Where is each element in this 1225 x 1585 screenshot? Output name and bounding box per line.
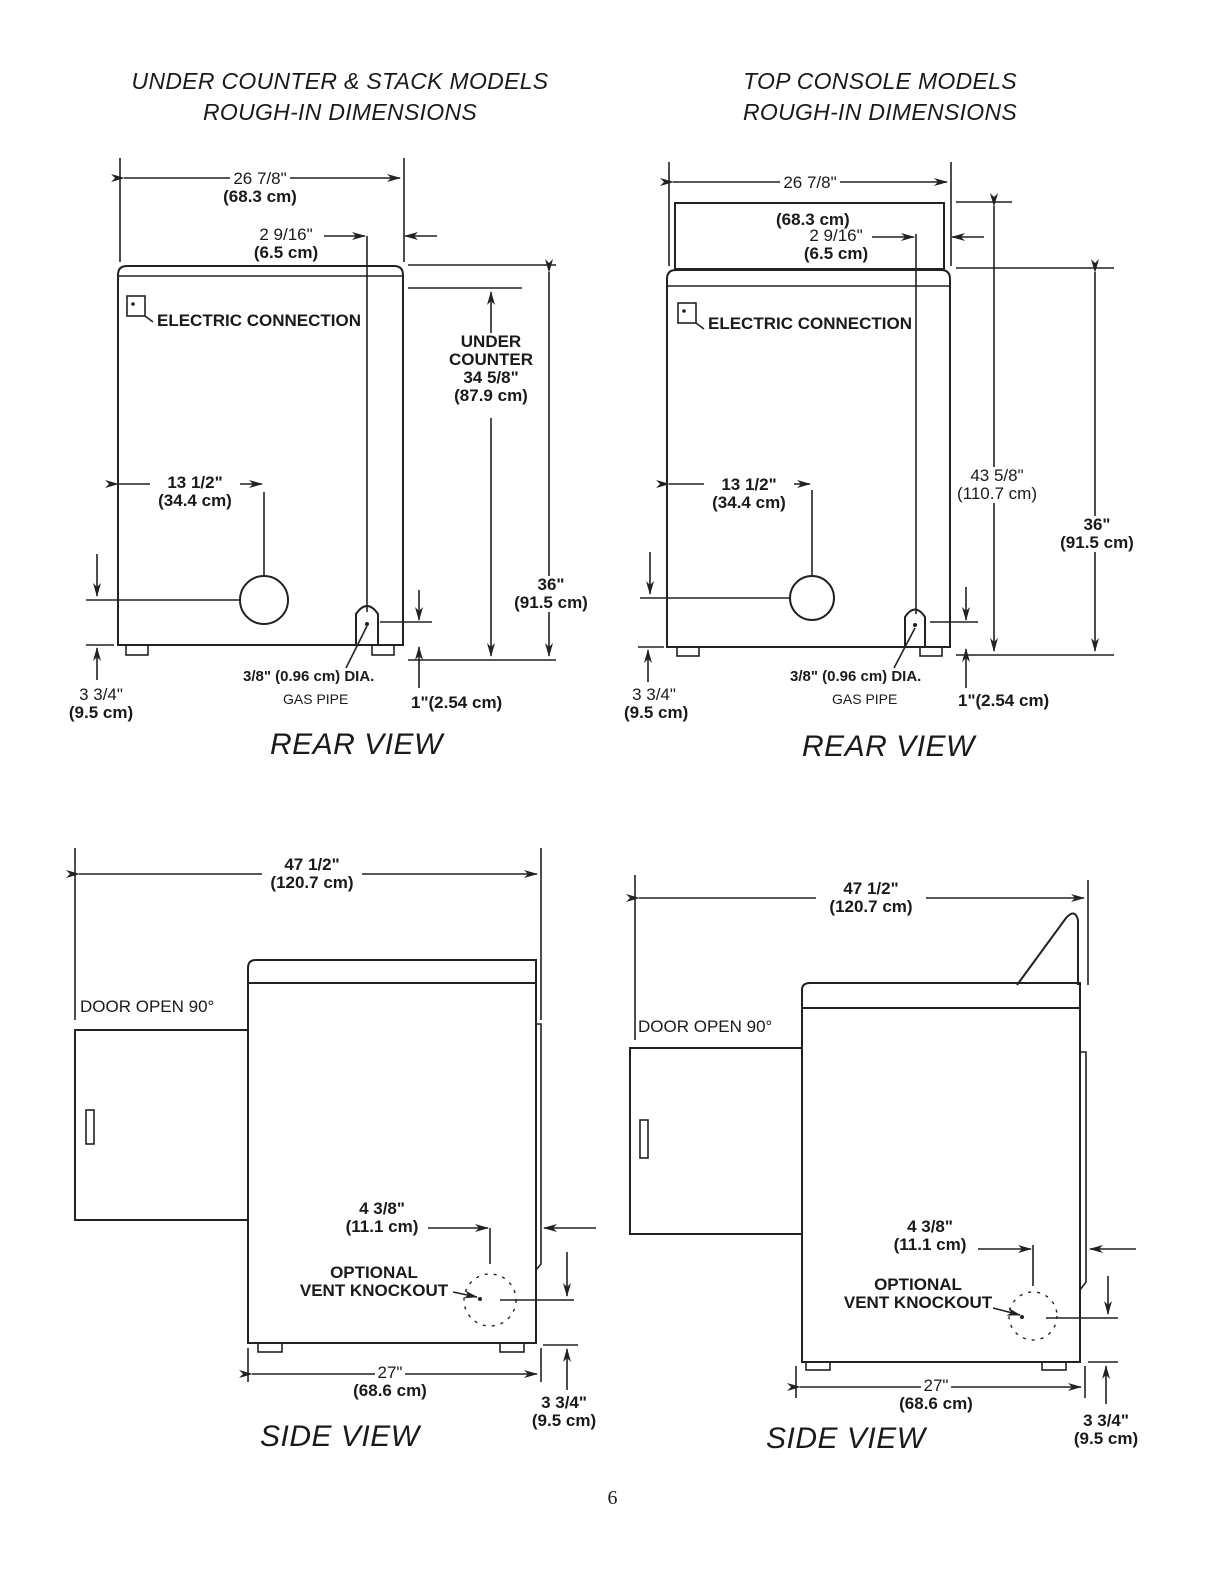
under-counter-line-2: COUNTER xyxy=(448,350,534,369)
right-side-view-title: SIDE VIEW xyxy=(766,1422,926,1455)
right-rear-foot-in: 3 3/4" xyxy=(632,685,676,704)
left-rear-view-title: REAR VIEW xyxy=(270,728,443,761)
left-side-door xyxy=(75,1030,248,1220)
left-side-view-title: SIDE VIEW xyxy=(260,1420,420,1453)
left-side-depth-cm: (120.7 cm) xyxy=(270,873,354,892)
left-rear-electric-box xyxy=(127,296,145,316)
right-side-foot-cm: (9.5 cm) xyxy=(1073,1429,1139,1448)
right-side-depth-in: 47 1/2" xyxy=(843,879,899,898)
left-rear-width-label xyxy=(210,170,310,206)
right-rear-foot xyxy=(624,685,689,722)
right-side-view-drawing xyxy=(630,875,1136,1404)
right-rear-gas-offset-in: 2 9/16" xyxy=(809,226,863,245)
left-side-vent-offset-cm: (11.1 cm) xyxy=(345,1217,419,1236)
left-side-vent-line-1: OPTIONAL xyxy=(330,1263,418,1282)
left-side-cabinet-in: 27" xyxy=(375,1364,406,1382)
right-rear-console-height xyxy=(955,467,1039,503)
right-side-door xyxy=(630,1048,802,1234)
right-rear-electric-box xyxy=(678,303,696,323)
right-heading-line-1: TOP CONSOLE MODELS xyxy=(743,68,1017,94)
right-rear-exhaust-offset xyxy=(704,476,794,512)
right-side-top xyxy=(802,983,1080,1044)
left-side-depth xyxy=(262,856,362,892)
left-side-foot-left xyxy=(258,1343,282,1352)
left-rear-foot xyxy=(58,686,144,722)
left-rear-height-cm: (91.5 cm) xyxy=(514,593,588,612)
right-rear-gas-height: 1"(2.54 cm) xyxy=(958,691,1050,710)
left-heading xyxy=(60,66,620,128)
left-side-vent-label xyxy=(294,1264,454,1300)
right-side-cabinet-in: 27" xyxy=(921,1377,952,1395)
right-rear-exhaust xyxy=(790,576,834,620)
right-side-foot-right xyxy=(1042,1362,1066,1370)
left-side-door-handle xyxy=(86,1110,94,1144)
left-rear-gas-offset-in: 2 9/16" xyxy=(259,225,313,244)
left-rear-width-cm: (68.3 cm) xyxy=(223,187,297,206)
right-side-foot xyxy=(1066,1412,1146,1448)
right-rear-exhaust-offset-in: 13 1/2" xyxy=(704,476,794,494)
left-side-foot-in: 3 3/4" xyxy=(541,1393,587,1412)
right-rear-height-cm: (91.5 cm) xyxy=(1060,533,1134,552)
under-counter-line-4: (87.9 cm) xyxy=(454,386,528,405)
right-side-vent-line-2: VENT KNOCKOUT xyxy=(843,1293,993,1312)
left-rear-exhaust-offset-in: 13 1/2" xyxy=(150,474,240,492)
right-heading xyxy=(660,66,1100,128)
left-side-vent-line-2: VENT KNOCKOUT xyxy=(299,1281,449,1300)
left-side-depth-in: 47 1/2" xyxy=(284,855,340,874)
left-side-door-label: DOOR OPEN 90° xyxy=(80,997,215,1016)
left-rear-foot-left xyxy=(126,645,148,655)
right-side-vent-knockout xyxy=(1009,1292,1057,1340)
right-rear-width-cm: (68.3 cm) xyxy=(776,210,850,229)
right-rear-height-in: 36" xyxy=(1083,515,1111,534)
left-rear-height xyxy=(506,576,596,612)
left-rear-exhaust-offset xyxy=(150,474,240,510)
right-side-vent-offset-in: 4 3/8" xyxy=(907,1217,953,1236)
right-rear-gas-offset xyxy=(796,227,876,263)
right-rear-view-title: REAR VIEW xyxy=(802,730,975,763)
left-side-vent-offset-in: 4 3/8" xyxy=(359,1199,405,1218)
right-rear-gas-pipe-label: GAS PIPE xyxy=(832,691,898,707)
left-side-cabinet-depth xyxy=(340,1364,440,1400)
left-rear-gas-dia: 3/8" (0.96 cm) DIA. xyxy=(243,668,375,685)
right-side-console xyxy=(1017,913,1078,985)
left-rear-under-counter xyxy=(446,333,536,405)
right-side-cabinet-cm: (68.6 cm) xyxy=(899,1394,973,1413)
right-side-foot-left xyxy=(806,1362,830,1370)
left-rear-gas-height: 1"(2.54 cm) xyxy=(411,693,503,712)
right-side-cabinet-depth xyxy=(886,1377,986,1413)
right-side-depth-cm: (120.7 cm) xyxy=(829,897,913,916)
right-rear-gas-dia: 3/8" (0.96 cm) DIA. xyxy=(790,668,922,685)
right-side-foot-in: 3 3/4" xyxy=(1083,1411,1129,1430)
left-side-foot-right xyxy=(500,1343,524,1352)
left-rear-exhaust-offset-cm: (34.4 cm) xyxy=(158,491,232,510)
left-rear-electric-label: ELECTRIC CONNECTION xyxy=(157,311,361,330)
left-rear-width: 26 7/8" xyxy=(230,170,289,188)
left-rear-foot-cm: (9.5 cm) xyxy=(68,703,134,722)
left-side-view-drawing xyxy=(75,848,596,1390)
right-side-vent-offset xyxy=(880,1218,980,1254)
left-side-top xyxy=(248,960,536,1020)
left-heading-line-2: ROUGH-IN DIMENSIONS xyxy=(202,99,478,125)
left-rear-gas-offset-cm: (6.5 cm) xyxy=(253,243,319,262)
right-rear-view-drawing xyxy=(638,162,1114,688)
left-rear-exhaust xyxy=(240,576,288,624)
left-side-foot xyxy=(524,1394,604,1430)
left-side-cabinet-cm: (68.6 cm) xyxy=(353,1381,427,1400)
right-rear-width-label xyxy=(760,174,860,192)
left-rear-gas-pipe-label: GAS PIPE xyxy=(283,691,349,707)
right-rear-width: 26 7/8" xyxy=(780,174,839,192)
right-rear-foot-cm: (9.5 cm) xyxy=(624,703,689,722)
left-rear-height-in: 36" xyxy=(537,575,565,594)
left-rear-foot-in: 3 3/4" xyxy=(79,685,123,704)
right-rear-electric-label: ELECTRIC CONNECTION xyxy=(708,314,912,333)
under-counter-line-3: 34 5/8" xyxy=(463,368,519,387)
right-side-door-handle xyxy=(640,1120,648,1158)
right-side-door-label: DOOR OPEN 90° xyxy=(638,1017,773,1036)
right-rear-gas-offset-cm: (6.5 cm) xyxy=(803,244,869,263)
left-side-vent-offset xyxy=(332,1200,432,1236)
right-rear-foot-left xyxy=(677,647,699,656)
right-rear-height xyxy=(1054,516,1140,552)
right-side-depth xyxy=(816,880,926,916)
left-side-foot-cm: (9.5 cm) xyxy=(531,1411,597,1430)
right-rear-console-height-in: 43 5/8" xyxy=(970,466,1024,485)
right-side-vent-label xyxy=(838,1276,998,1312)
left-heading-line-1: UNDER COUNTER & STACK MODELS xyxy=(131,68,549,94)
right-rear-foot-right xyxy=(920,647,942,656)
right-rear-console-height-cm: (110.7 cm) xyxy=(957,484,1037,503)
page-number: 6 xyxy=(607,1487,618,1509)
right-rear-exhaust-offset-cm: (34.4 cm) xyxy=(712,493,786,512)
right-heading-line-2: ROUGH-IN DIMENSIONS xyxy=(742,99,1018,125)
right-side-vent-offset-cm: (11.1 cm) xyxy=(893,1235,967,1254)
left-rear-foot-right xyxy=(372,645,394,655)
right-side-vent-line-1: OPTIONAL xyxy=(874,1275,962,1294)
under-counter-line-1: UNDER xyxy=(460,332,522,351)
left-rear-gas-offset xyxy=(246,226,326,262)
